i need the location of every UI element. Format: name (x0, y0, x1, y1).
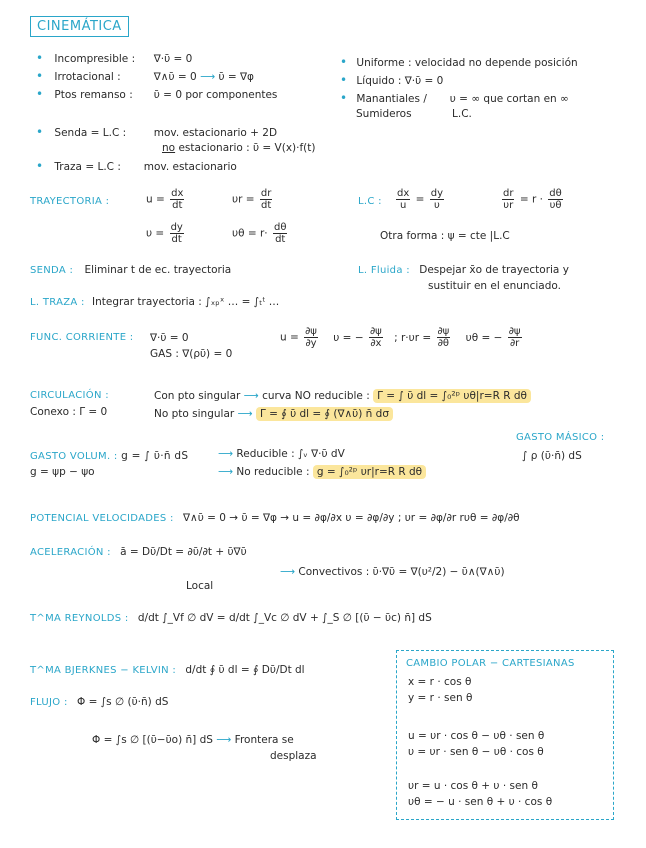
bullet-dot: • (340, 73, 348, 87)
lfluida-line2: sustituir en el enunciado. (428, 280, 561, 292)
bullet-traza (36, 160, 237, 174)
aceleracion-local: Local (186, 580, 214, 592)
senda-text2: estacionario : ῡ = V(x)·f(t) (178, 142, 316, 154)
traza-text: mov. estacionario (143, 161, 237, 173)
bullet-dot: • (340, 91, 348, 105)
bullet-expr2: ῡ = ∇φ (218, 71, 254, 83)
bullet-expr: velocidad no depende posición (414, 57, 578, 69)
flujo-line2: Φ = ∫s ∅ [(ῡ−ῡo) n̄] dS ⟶ Frontera se (92, 734, 294, 746)
cambio-y: y = r · sen θ (408, 692, 473, 704)
potencial-section: POTENCIAL VELOCIDADES : ∇∧ῡ = 0 → ῡ = ∇φ → u = ∂φ/∂x υ = ∂φ/∂y ; υr = ∂φ/∂r rυθ = ∂φ/∂θ (30, 512, 520, 524)
cambio-u: u = υr · cos θ − υθ · sen θ (408, 730, 545, 742)
circulacion-line1: Con pto singular ⟶ curva NO reducible : Γ = ∫ ῡ dl = ∫₀²ᵖ υθ|r=R R dθ (154, 390, 531, 403)
trayectoria-vr: υr = $\frac{dr}{dt}$ (232, 188, 272, 211)
bullet-uniforme (340, 56, 578, 70)
aceleracion-section: ACELERACIÓN : ā = Dῡ/Dt = ∂ῡ/∂t + ῡ∇ῡ (30, 546, 247, 558)
cambio-v: υ = υr · sen θ − υθ · cos θ (408, 746, 544, 758)
gasto-masico-title: GASTO MÁSICO : (516, 432, 605, 443)
bullet-senda (36, 126, 277, 140)
trayectoria-title: TRAYECTORIA : (30, 196, 110, 207)
page-title: CINEMÁTICA (30, 16, 129, 37)
circulacion-conexo: Conexo : Γ = 0 (30, 406, 108, 418)
bullet-expr: ∇∧ῡ = 0 (153, 71, 197, 83)
ltraza-section: L. TRAZA : Integrar trayectoria : ∫ₓₚˣ … = ∫ₜᵗ … (30, 296, 280, 308)
bullet-expr: ῡ = 0 por componentes (153, 89, 278, 101)
trayectoria-u: u = $\frac{dx}{dt}$ (146, 188, 184, 211)
bullet-dot: • (36, 159, 44, 173)
func-corriente-title: FUNC. CORRIENTE : (30, 332, 134, 343)
bullet-label: Ptos remanso : (54, 89, 133, 101)
bullet-dot: • (340, 55, 348, 69)
bullet-label2: Sumideros (356, 108, 412, 120)
func-corriente-l1: ∇·ῡ = 0 (150, 332, 189, 344)
bullet-dot: • (36, 69, 44, 83)
bullet-label: Irrotacional : (54, 71, 121, 83)
cambio-title: CAMBIO POLAR − CARTESIANAS (406, 658, 575, 669)
bullet-expr: υ = ∞ que cortan en ∞ (449, 93, 569, 105)
cambio-x: x = r · cos θ (408, 676, 472, 688)
bullet-dot: • (36, 87, 44, 101)
trayectoria-vtheta: υθ = r· $\frac{d\theta}{dt}$ (232, 222, 287, 245)
gasto-no-reducible: ⟶ No reducible : g = ∫₀²ᵖ υr|r=R R dθ (218, 466, 426, 479)
func-corriente-eqs: u = $\frac{\partial\psi}{\partial y}$ υ = − $\frac{\partial\psi}{\partial x}$ ; r·υr = $\frac{\partial\psi}{\partial\theta}$ υθ = − $\frac{\partial\psi}{\partial r}$ (280, 326, 521, 349)
senda-label: Senda = L.C : (54, 127, 127, 139)
bullet-dot: • (36, 125, 44, 139)
senda-text: mov. estacionario + 2D (153, 127, 278, 139)
bullet-irrotacional (36, 70, 254, 84)
bjerknes-section: T^MA BJERKNES − KELVIN : d/dt ∮ ῡ dl = ∮ Dῡ/Dt dl (30, 664, 305, 676)
flujo-section: FLUJO : Φ = ∫s ∅ (ῡ·n̄) dS (30, 696, 169, 708)
arrow-icon: ⟶ (200, 71, 216, 83)
lc-eq2: $\frac{dr}{\upsilon r}$ = r · $\frac{d\theta}{\upsilon\theta}$ (503, 188, 562, 211)
gasto-line: GASTO VOLUM. : g = ∫ ῡ·n̄ dS (30, 450, 189, 462)
bullet-label: Líquido : (356, 75, 402, 87)
bullet-manantiales (340, 92, 569, 106)
bullet-expr: ∇·ῡ = 0 (153, 53, 193, 65)
lc-eq1: $\frac{dx}{u}$ = $\frac{dy}{\upsilon}$ (397, 188, 444, 211)
aceleracion-convectivos: ⟶ Convectivos : ῡ·∇ῡ = ∇(υ²/2) − ῡ∧(∇∧ῡ) (280, 566, 505, 578)
gasto-g2: g = ψp − ψo (30, 466, 95, 478)
traza-label: Traza = L.C : (54, 161, 121, 173)
gasto-masico: ∫ ρ (ῡ·n̄) dS (522, 450, 582, 462)
trayectoria-v: υ = $\frac{dy}{dt}$ (146, 222, 183, 245)
cambio-vr: υr = u · cos θ + υ · sen θ (408, 780, 538, 792)
bullet-liquido (340, 74, 443, 88)
circulacion-line2: No pto singular ⟶ Γ = ∮ ῡ dl = ∮ (∇∧ῡ) n̄ dσ (154, 408, 393, 421)
bullet-label: Uniforme : (356, 57, 412, 69)
bullet-dot: • (36, 51, 44, 65)
bullet-expr: ∇·ῡ = 0 (404, 75, 444, 87)
reynolds-section: T^MA REYNOLDS : d/dt ∫_Vf ∅ dV = d/dt ∫_Vc ∅ dV + ∫_S ∅ [(ῡ − ῡc) n̄] dS (30, 612, 432, 624)
lc-title: L.C : (358, 196, 382, 207)
bullet-label: Incompresible : (54, 53, 136, 65)
lfluida-section: L. Fluida : Despejar x̄o de trayectoria y (358, 264, 569, 276)
circulacion-title: CIRCULACIÓN : (30, 390, 109, 401)
func-corriente-l2: GAS : ∇(ρῡ) = 0 (150, 348, 233, 360)
bullet-label: Manantiales / (356, 93, 427, 105)
flujo-note2: desplaza (270, 750, 317, 762)
bullet-expr2: L.C. (452, 108, 472, 120)
senda-no: no (162, 142, 176, 154)
senda-section: SENDA : Eliminar t de ec. trayectoria (30, 264, 232, 276)
gasto-reducible: ⟶ Reducible : ∫ᵥ ∇·ῡ dV (218, 448, 345, 460)
bullet-incompresible (36, 52, 192, 66)
cambio-vtheta: υθ = − u · sen θ + υ · cos θ (408, 796, 553, 808)
senda-line2 (162, 142, 315, 155)
lc-otra-forma: Otra forma : ψ = cte |L.C (380, 230, 510, 242)
bullet-remanso (36, 88, 277, 102)
